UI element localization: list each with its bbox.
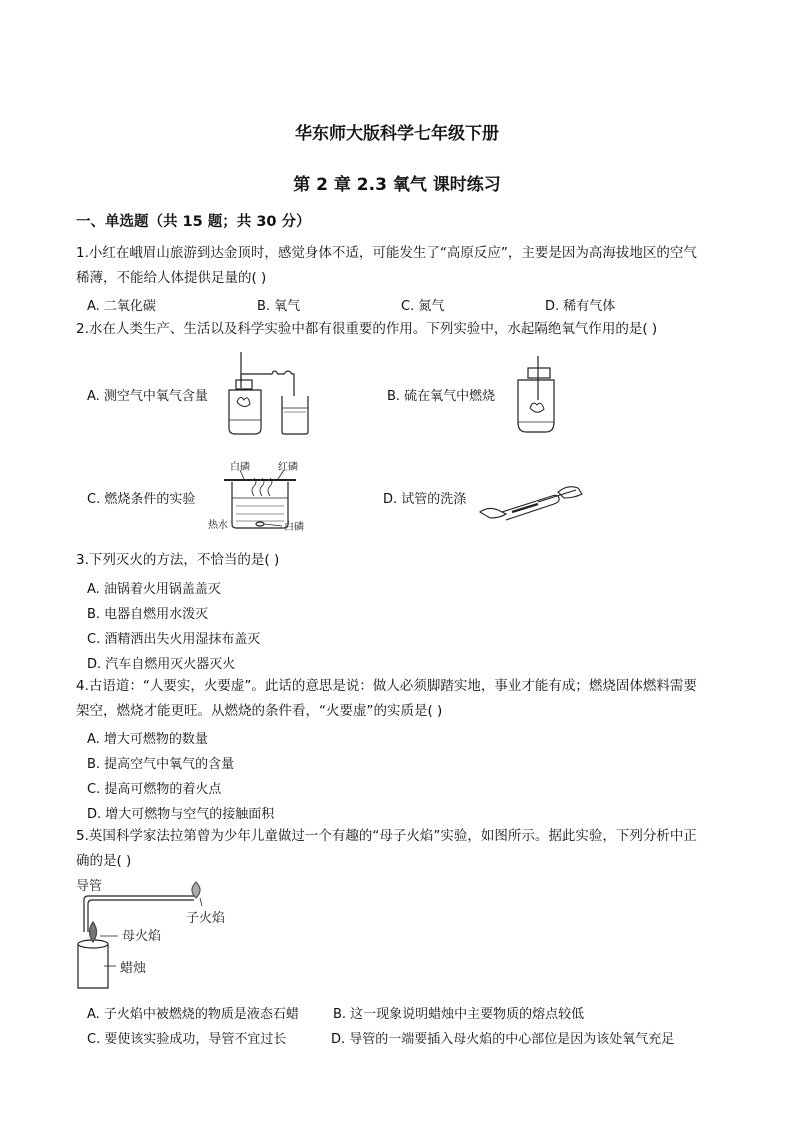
- q1-option-b[interactable]: B. 氧气: [257, 299, 301, 314]
- q4-option-a[interactable]: A. 增大可燃物的数量: [87, 732, 208, 747]
- q3-option-c[interactable]: C. 酒精洒出失火用湿抹布盖灭: [87, 632, 261, 647]
- question-1: [76, 241, 736, 291]
- q1-option-a[interactable]: A. 二氧化碳: [87, 299, 156, 314]
- question-4-line-2: 架空，燃烧才能更旺。从燃烧的条件看，“火要虚”的实质是( ): [76, 703, 443, 719]
- label-white-phosphorus-bottom: 白磷: [284, 522, 304, 533]
- q4-option-b[interactable]: B. 提高空气中氧气的含量: [87, 757, 235, 772]
- q5-option-a[interactable]: A. 子火焰中被燃烧的物质是液态石蜡: [87, 1007, 299, 1022]
- question-5-line-1: 5.英国科学家法拉第曾为少年儿童做过一个有趣的“母子火焰”实验，如图所示。据此实验，下列分析中正: [76, 828, 697, 844]
- q4-option-d[interactable]: D. 增大可燃物与空气的接触面积: [87, 807, 275, 822]
- q2-option-c[interactable]: C. 燃烧条件的实验: [87, 492, 196, 507]
- question-3: [76, 548, 736, 573]
- q3-option-a[interactable]: A. 油锅着火用锅盖盖灭: [87, 582, 221, 597]
- label-mother-flame: 母火焰: [122, 929, 162, 944]
- question-2-line-1: 2.水在人类生产、生活以及科学实验中都有很重要的作用。下列实验中，水起隔绝氧气作用的是( ): [76, 321, 658, 337]
- label-tube: 导管: [76, 879, 103, 894]
- q2-option-b[interactable]: B. 硫在氧气中燃烧: [387, 389, 496, 404]
- question-5-line-2: 确的是( ): [76, 853, 132, 869]
- question-4-line-1: 4.古语道：“人要实，火要虚”。此话的意思是说：做人必须脚踏实地，事业才能有成；燃烧固体燃料需要: [76, 678, 697, 694]
- label-hot-water: 热水: [208, 520, 228, 531]
- document-title: 华东师大版科学七年级下册: [295, 124, 499, 144]
- question-2: [76, 317, 736, 342]
- document-subtitle: 第 2 章 2.3 氧气 课时练习: [293, 175, 501, 195]
- label-child-flame: 子火焰: [186, 911, 226, 926]
- mother-child-flame-figure: [74, 876, 244, 996]
- q3-option-d[interactable]: D. 汽车自燃用灭火器灭火: [87, 657, 236, 672]
- q5-option-d[interactable]: D. 导管的一端要插入母火焰的中心部位是因为该处氧气充足: [331, 1032, 675, 1047]
- q2-option-a[interactable]: A. 测空气中氧气含量: [87, 389, 208, 404]
- combustion-conditions-figure: [204, 458, 314, 536]
- question-1-line-1: 1.小红在峨眉山旅游到达金顶时，感觉身体不适，可能发生了“高原反应”，主要是因为高海拔地区的空气: [76, 245, 697, 261]
- q1-option-c[interactable]: C. 氮气: [401, 299, 445, 314]
- label-white-phosphorus-top: 白磷: [230, 462, 250, 473]
- sulfur-burning-bottle-figure: [514, 356, 556, 436]
- q1-option-d[interactable]: D. 稀有气体: [545, 299, 616, 314]
- section-heading: 一、单选题（共 15 题；共 30 分）: [76, 214, 311, 230]
- question-1-line-2: 稀薄，不能给人体提供足量的( ): [76, 270, 267, 286]
- question-4: [76, 674, 736, 724]
- test-tube-washing-figure: [478, 480, 584, 522]
- q4-option-c[interactable]: C. 提高可燃物的着火点: [87, 782, 222, 797]
- question-3-line-1: 3.下列灭火的方法，不恰当的是( ): [76, 552, 280, 568]
- q5-option-b[interactable]: B. 这一现象说明蜡烛中主要物质的熔点较低: [333, 1007, 585, 1022]
- q2-option-d[interactable]: D. 试管的洗涤: [383, 492, 467, 507]
- q3-option-b[interactable]: B. 电器自燃用水泼灭: [87, 607, 209, 622]
- q5-option-c[interactable]: C. 要使该实验成功，导管不宜过长: [87, 1032, 287, 1047]
- oxygen-content-apparatus-figure: [222, 350, 332, 438]
- label-candle: 蜡烛: [120, 961, 147, 976]
- label-red-phosphorus: 红磷: [278, 462, 298, 473]
- question-5: [76, 824, 736, 874]
